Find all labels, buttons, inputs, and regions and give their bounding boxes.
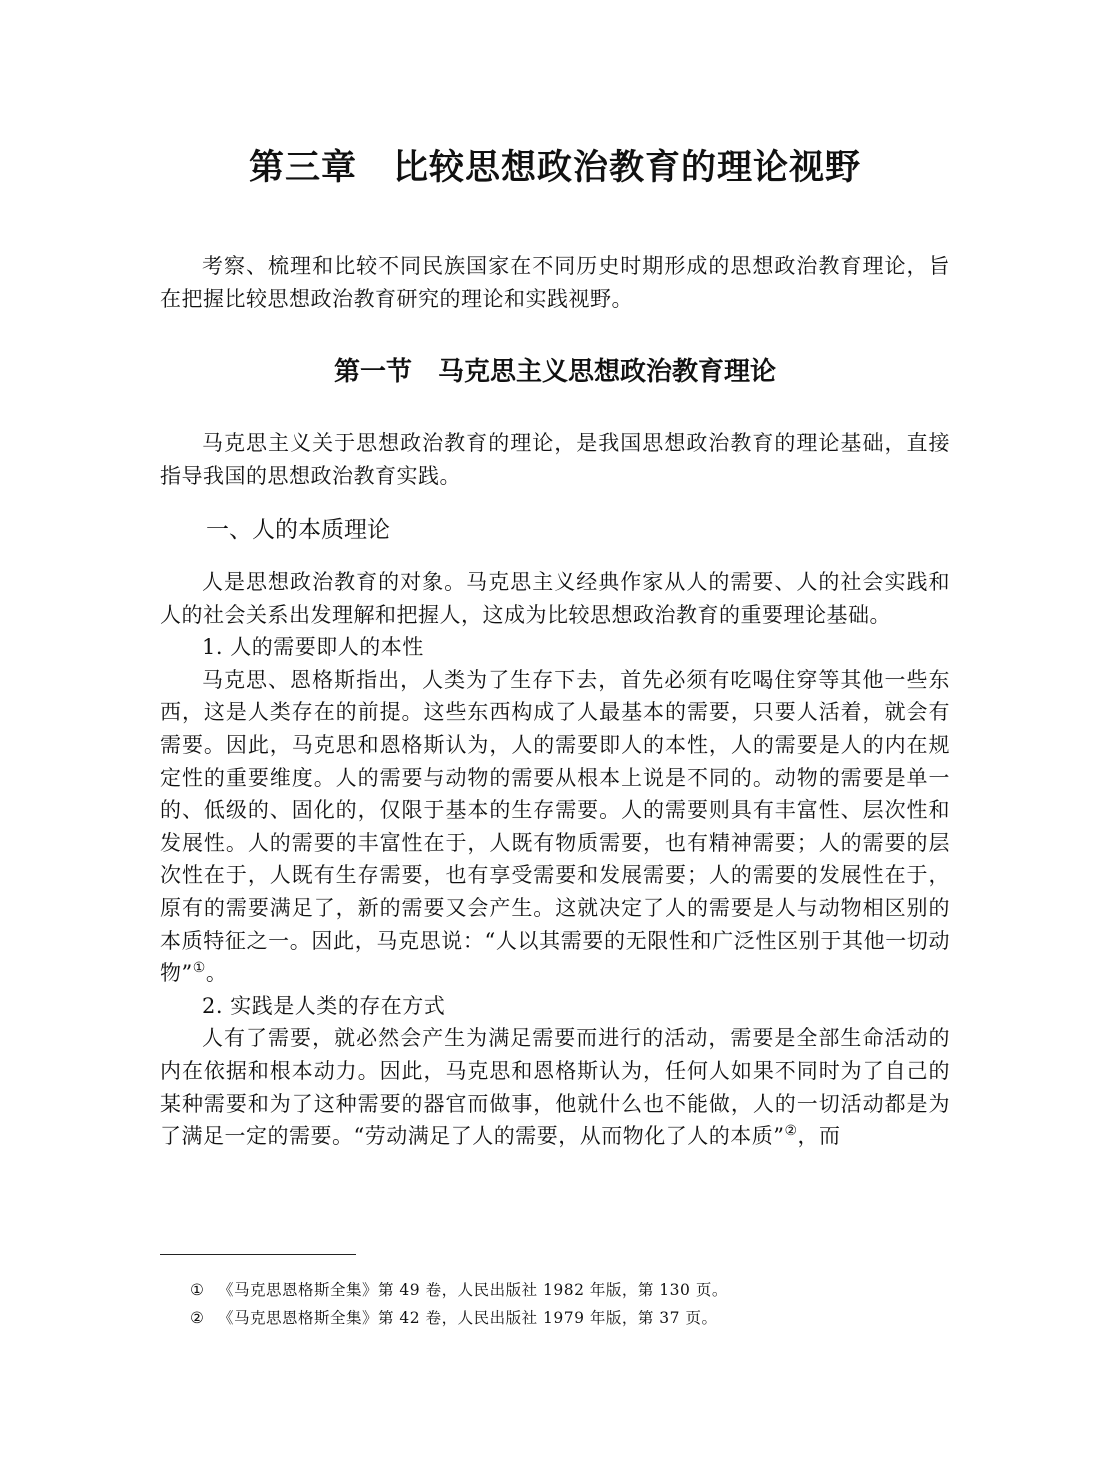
- footnotes: [190, 1276, 950, 1332]
- footnote-1: [190, 1276, 950, 1304]
- footnote-ref-1[interactable]: ①: [192, 960, 206, 977]
- chapter-intro-paragraph: 考察、梳理和比较不同民族国家在不同历史时期形成的思想政治教育理论，旨在把握比较思想政治教育研究的理论和实践视野。: [160, 254, 950, 311]
- item2-body: 人有了需要，就必然会产生为满足需要而进行的活动，需要是全部生命活动的内在依据和根本动力。因此，马克思和恩格斯认为，任何人如果不同时为了自己的某种需要和为了这种需要的器官而做事，他就什么也不能做，人的一切活动都是为了满足一定的需要。“劳动满足了人的需要，从而物化了人的本质”: [160, 1026, 950, 1149]
- item1-body: 马克思、恩格斯指出，人类为了生存下去，首先必须有吃喝住穿等其他一些东西，这是人类存在的前提。这些东西构成了人最基本的需要，只要人活着，就会有需要。因此，马克思和恩格斯认为，人的需要即人的本性，人的需要是人的内在规定性的重要维度。人的需要与动物的需要从根本上说是不同的。动物的需要是单一的、低级的、固化的，仅限于基本的生存需要。人的需要则具有丰富性、层次性和发展性。人的需要的丰富性在于，人既有物质需要，也有精神需要；人的需要的层次性在于，人既有生存需要，也有享受需要和发展需要；人的需要的发展性在于，原有的需要满足了，新的需要又会产生。这就决定了人的需要是人与动物相区别的本质特征之一。因此，马克思说：“人以其需要的无限性和广泛性区别于其他一切动物”: [160, 667, 950, 986]
- footnote-1-mark: ①: [190, 1281, 205, 1299]
- footnote-2: [190, 1304, 950, 1332]
- item1-title: 1. 人的需要即人的本性: [202, 635, 424, 660]
- item1-end: 。: [205, 961, 228, 986]
- footnote-1-text: 《马克思恩格斯全集》第 49 卷，人民出版社 1982 年版，第 130 页。: [218, 1281, 728, 1299]
- item2-end: ，而: [797, 1124, 841, 1149]
- footnote-2-text: 《马克思恩格斯全集》第 42 卷，人民出版社 1979 年版，第 37 页。: [218, 1309, 718, 1327]
- section-title: 第一节 马克思主义思想政治教育理论: [333, 357, 776, 387]
- subsection-heading: 一、人的本质理论: [206, 517, 390, 543]
- footnote-ref-2[interactable]: ②: [784, 1123, 798, 1140]
- section-lead-paragraph: 马克思主义关于思想政治教育的理论，是我国思想政治教育的理论基础，直接指导我国的思想政治教育实践。: [160, 431, 950, 488]
- item2-title: 2. 实践是人类的存在方式: [202, 993, 446, 1018]
- subsection-intro-paragraph: 人是思想政治教育的对象。马克思主义经典作家从人的需要、人的社会实践和人的社会关系出发理解和把握人，这成为比较思想政治教育的重要理论基础。: [160, 570, 950, 627]
- chapter-title: 第三章 比较思想政治教育的理论视野: [248, 148, 861, 188]
- section-lead: [160, 427, 950, 492]
- footnote-2-mark: ②: [190, 1309, 205, 1327]
- chapter-intro: [160, 250, 950, 315]
- item1-paragraph: [160, 664, 950, 990]
- subsection-body: [160, 566, 950, 1153]
- item2-paragraph: [160, 1022, 950, 1152]
- footnote-divider: [160, 1254, 356, 1255]
